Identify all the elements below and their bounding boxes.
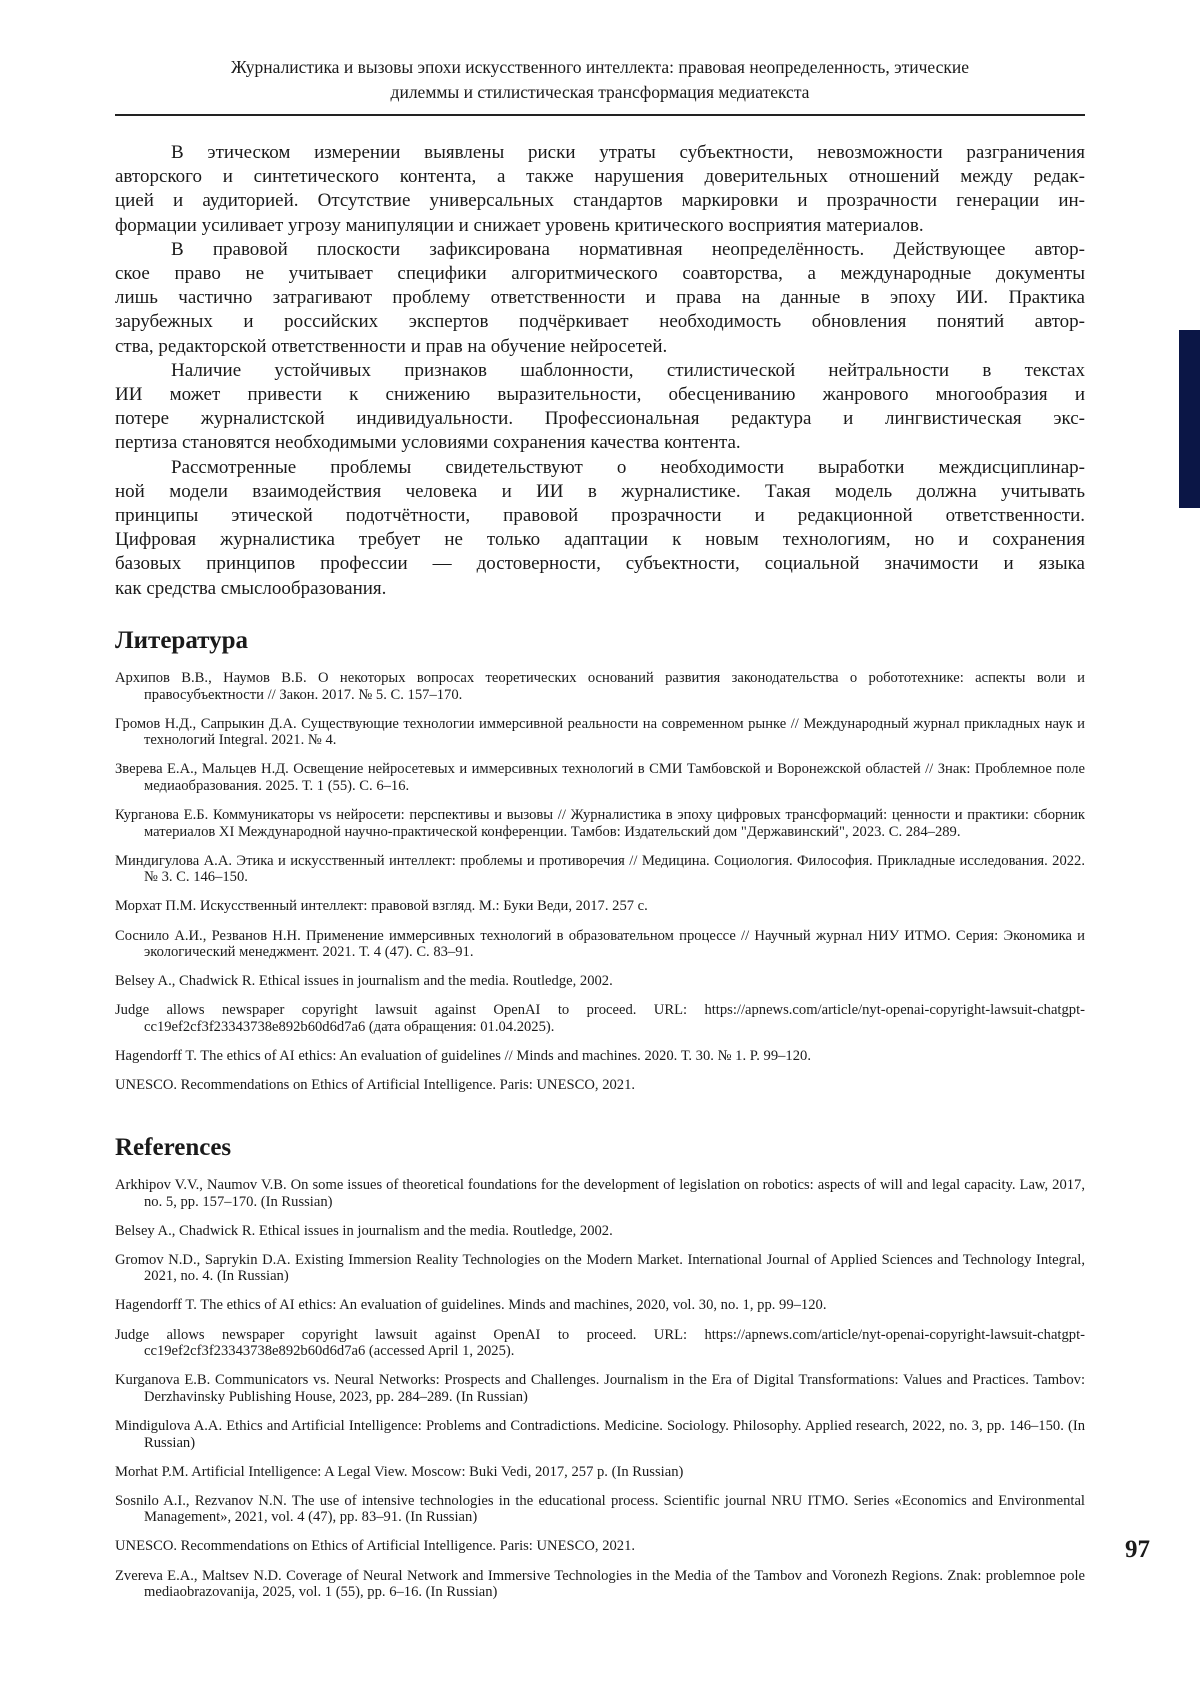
reference-item: Громов Н.Д., Сапрыкин Д.А. Существующие технологии иммерсивной реальности на современном рынке // Международный журнал прикладных наук и технологий Integral. 2021. № 4. (115, 715, 1085, 749)
reference-item: Соснило А.И., Резванов Н.Н. Применение иммерсивных технологий в образовательном процессе // Научный журнал НИУ ИТМО. Серия: Экономика и экологический менеджмент. 2021. Т. 4 (47). С. 83–91. (115, 927, 1085, 961)
body-text (115, 141, 1085, 601)
reference-item: UNESCO. Recommendations on Ethics of Artificial Intelligence. Paris: UNESCO, 2021. (115, 1077, 636, 1094)
paragraph-line: В этическом измерении выявлены риски утраты субъектности, невозможности разграничения (171, 142, 1085, 163)
paragraph-line: Цифровая журналистика требует не только адаптации к новым технологиям, но и сохранения (115, 529, 1085, 551)
section-tab-marker (1179, 330, 1200, 508)
reference-item: Hagendorff T. The ethics of AI ethics: An evaluation of guidelines. Minds and machines, 2020, vol. 30, no. 1, pp. 99–120. (115, 1297, 827, 1314)
references-heading: References (115, 1134, 232, 1161)
references-list (115, 1177, 1085, 1613)
reference-item: UNESCO. Recommendations on Ethics of Artificial Intelligence. Paris: UNESCO, 2021. (115, 1538, 636, 1555)
literature-list (115, 670, 1085, 1106)
header-rule (115, 114, 1085, 116)
reference-item: Sosnilo A.I., Rezvanov N.N. The use of intensive technologies in the educational process. Scientific journal NRU ITMO. Series «Economics and Environmental Management», 2021, vol. 4 (47), pp. 83–91. (In Russian) (115, 1492, 1085, 1526)
paragraph-line: Рассмотренные проблемы свидетельствуют о необходимости выработки междисциплинар- (171, 456, 1085, 478)
paragraph-line: формации усиливает угрозу манипуляции и снижает уровень критического восприятия материалов. (115, 214, 924, 236)
reference-item: Kurganova E.B. Communicators vs. Neural Networks: Prospects and Challenges. Journalism in the Era of Digital Transformations: Values and Practices. Tambov: Derzhavinsky Publishing House, 2023, pp. 284–289. (In Russian) (115, 1372, 1085, 1405)
paragraph-line: потере журналистской индивидуальности. Профессиональная редактура и лингвистическая экс- (115, 408, 1085, 430)
paragraph-line: лишь частично затрагивают проблему ответственности и права на данные в эпоху ИИ. Практика (115, 287, 1085, 309)
reference-item: Belsey A., Chadwick R. Ethical issues in journalism and the media. Routledge, 2002. (115, 1222, 613, 1239)
paragraph-line: принципы этической подотчётности, правовой прозрачности и редакционной ответственности. (115, 505, 1085, 527)
paragraph-line: авторского и синтетического контента, а также нарушения доверительных отношений между редак- (115, 166, 1085, 188)
page-number: 97 (1125, 1536, 1150, 1563)
paragraph-line: ства, редакторской ответственности и прав на обучение нейросетей. (115, 335, 668, 357)
paragraph-line: цией и аудиторией. Отсутствие универсальных стандартов маркировки и прозрачности генерации ин- (115, 190, 1085, 212)
paragraph-line: ское право не учитывает специфики алгоритмического соавторства, а международные документы (115, 263, 1085, 285)
literature-heading: Литература (115, 627, 249, 654)
reference-item: Arkhipov V.V., Naumov V.B. On some issues of theoretical foundations for the development of legislation on robotics: aspects of will and legal capacity. Law, 2017, no. 5, pp. 157–170. (In Russian) (115, 1177, 1085, 1210)
paragraph-line: В правовой плоскости зафиксирована нормативная неопределённость. Действующее автор- (171, 238, 1085, 260)
reference-item: Миндигулова А.А. Этика и искусственный интеллект: проблемы и противоречия // Медицина. Социология. Философия. Прикладные исследования. 2022. № 3. С. 146–150. (115, 852, 1085, 886)
paragraph (115, 238, 1085, 359)
reference-item: Курганова Е.Б. Коммуникаторы vs нейросети: перспективы и вызовы // Журналистика в эпоху цифровых трансформаций: ценности и практики: сборник материалов XI Международной научно-практической конференции. Тамбов: Издательский дом "Державинский", 2023. С. 284–289. (115, 807, 1085, 840)
reference-item: Judge allows newspaper copyright lawsuit against OpenAI to proceed. URL: https://apnews.com/article/nyt-openai-copyright-lawsuit-chatgpt-cc19ef2cf3f23343738e892b60d6d7a6 (accessed April 1, 2025). (115, 1326, 1085, 1360)
paragraph-line: зарубежных и российских экспертов подчёркивает необходимость обновления понятий автор- (115, 311, 1085, 333)
reference-item: Morhat P.M. Artificial Intelligence: A Legal View. Moscow: Buki Vedi, 2017, 257 p. (In Russian) (115, 1463, 684, 1480)
paragraph-line: Наличие устойчивых признаков шаблонности, стилистической нейтральности в текстах (171, 359, 1085, 381)
reference-item: Архипов В.В., Наумов В.Б. О некоторых вопросах теоретических оснований развития законодательства о робототехнике: аспекты воли и правосубъектности // Закон. 2017. № 5. С. 157–170. (115, 670, 1085, 703)
paragraph-line: как средства смыслообразования. (115, 577, 387, 599)
running-title-line: дилеммы и стилистическая трансформация медиатекста (390, 82, 810, 102)
paragraph-line: базовых принципов профессии — достоверности, субъектности, социальной значимости и языка (115, 553, 1085, 575)
reference-item: Judge allows newspaper copyright lawsuit against OpenAI to proceed. URL: https://apnews.com/article/nyt-openai-copyright-lawsuit-chatgpt-cc19ef2cf3f23343738e892b60d6d7a6 (дата обращения: 01.04.2025). (115, 1002, 1085, 1035)
reference-item: Gromov N.D., Saprykin D.A. Existing Immersion Reality Technologies on the Modern Market. International Journal of Applied Sciences and Technology Integral, 2021, no. 4. (In Russian) (115, 1251, 1085, 1285)
paragraph (115, 359, 1085, 456)
running-title-line: Журналистика и вызовы эпохи искусственного интеллекта: правовая неопределенность, этические (230, 57, 970, 77)
reference-item: Belsey A., Chadwick R. Ethical issues in journalism and the media. Routledge, 2002. (115, 973, 613, 990)
reference-item: Zvereva E.A., Maltsev N.D. Coverage of Neural Network and Immersive Technologies in the Media of the Tambov and Voronezh Regions. Znak: problemnoe pole mediaobrazovanija, 2025, vol. 1 (55), pp. 6–16. (In Russian) (115, 1567, 1085, 1601)
paragraph-line: пертиза становятся необходимыми условиями сохранения качества контента. (115, 432, 741, 454)
running-title (115, 55, 1085, 105)
reference-item: Морхат П.М. Искусственный интеллект: правовой взгляд. М.: Буки Веди, 2017. 257 с. (115, 898, 648, 915)
reference-item: Hagendorff T. The ethics of AI ethics: An evaluation of guidelines // Minds and machines. 2020. Т. 30. № 1. P. 99–120. (115, 1048, 811, 1064)
paragraph-line: ИИ может привести к снижению выразительности, обесцениванию жанрового многообразия и (115, 384, 1085, 406)
reference-item: Mindigulova A.A. Ethics and Artificial Intelligence: Problems and Contradictions. Medicine. Sociology. Philosophy. Applied research, 2022, no. 3, pp. 146–150. (In Russian) (115, 1417, 1085, 1451)
paragraph-line: ной модели взаимодействия человека и ИИ в журналистике. Такая модель должна учитывать (115, 480, 1085, 502)
paragraph (115, 456, 1085, 601)
reference-item: Зверева Е.А., Мальцев Н.Д. Освещение нейросетевых и иммерсивных технологий в СМИ Тамбовской и Воронежской областей // Знак: Проблемное поле медиаобразования. 2025. Т. 1 (55). С. 6–16. (115, 761, 1085, 794)
paragraph (115, 141, 1085, 238)
